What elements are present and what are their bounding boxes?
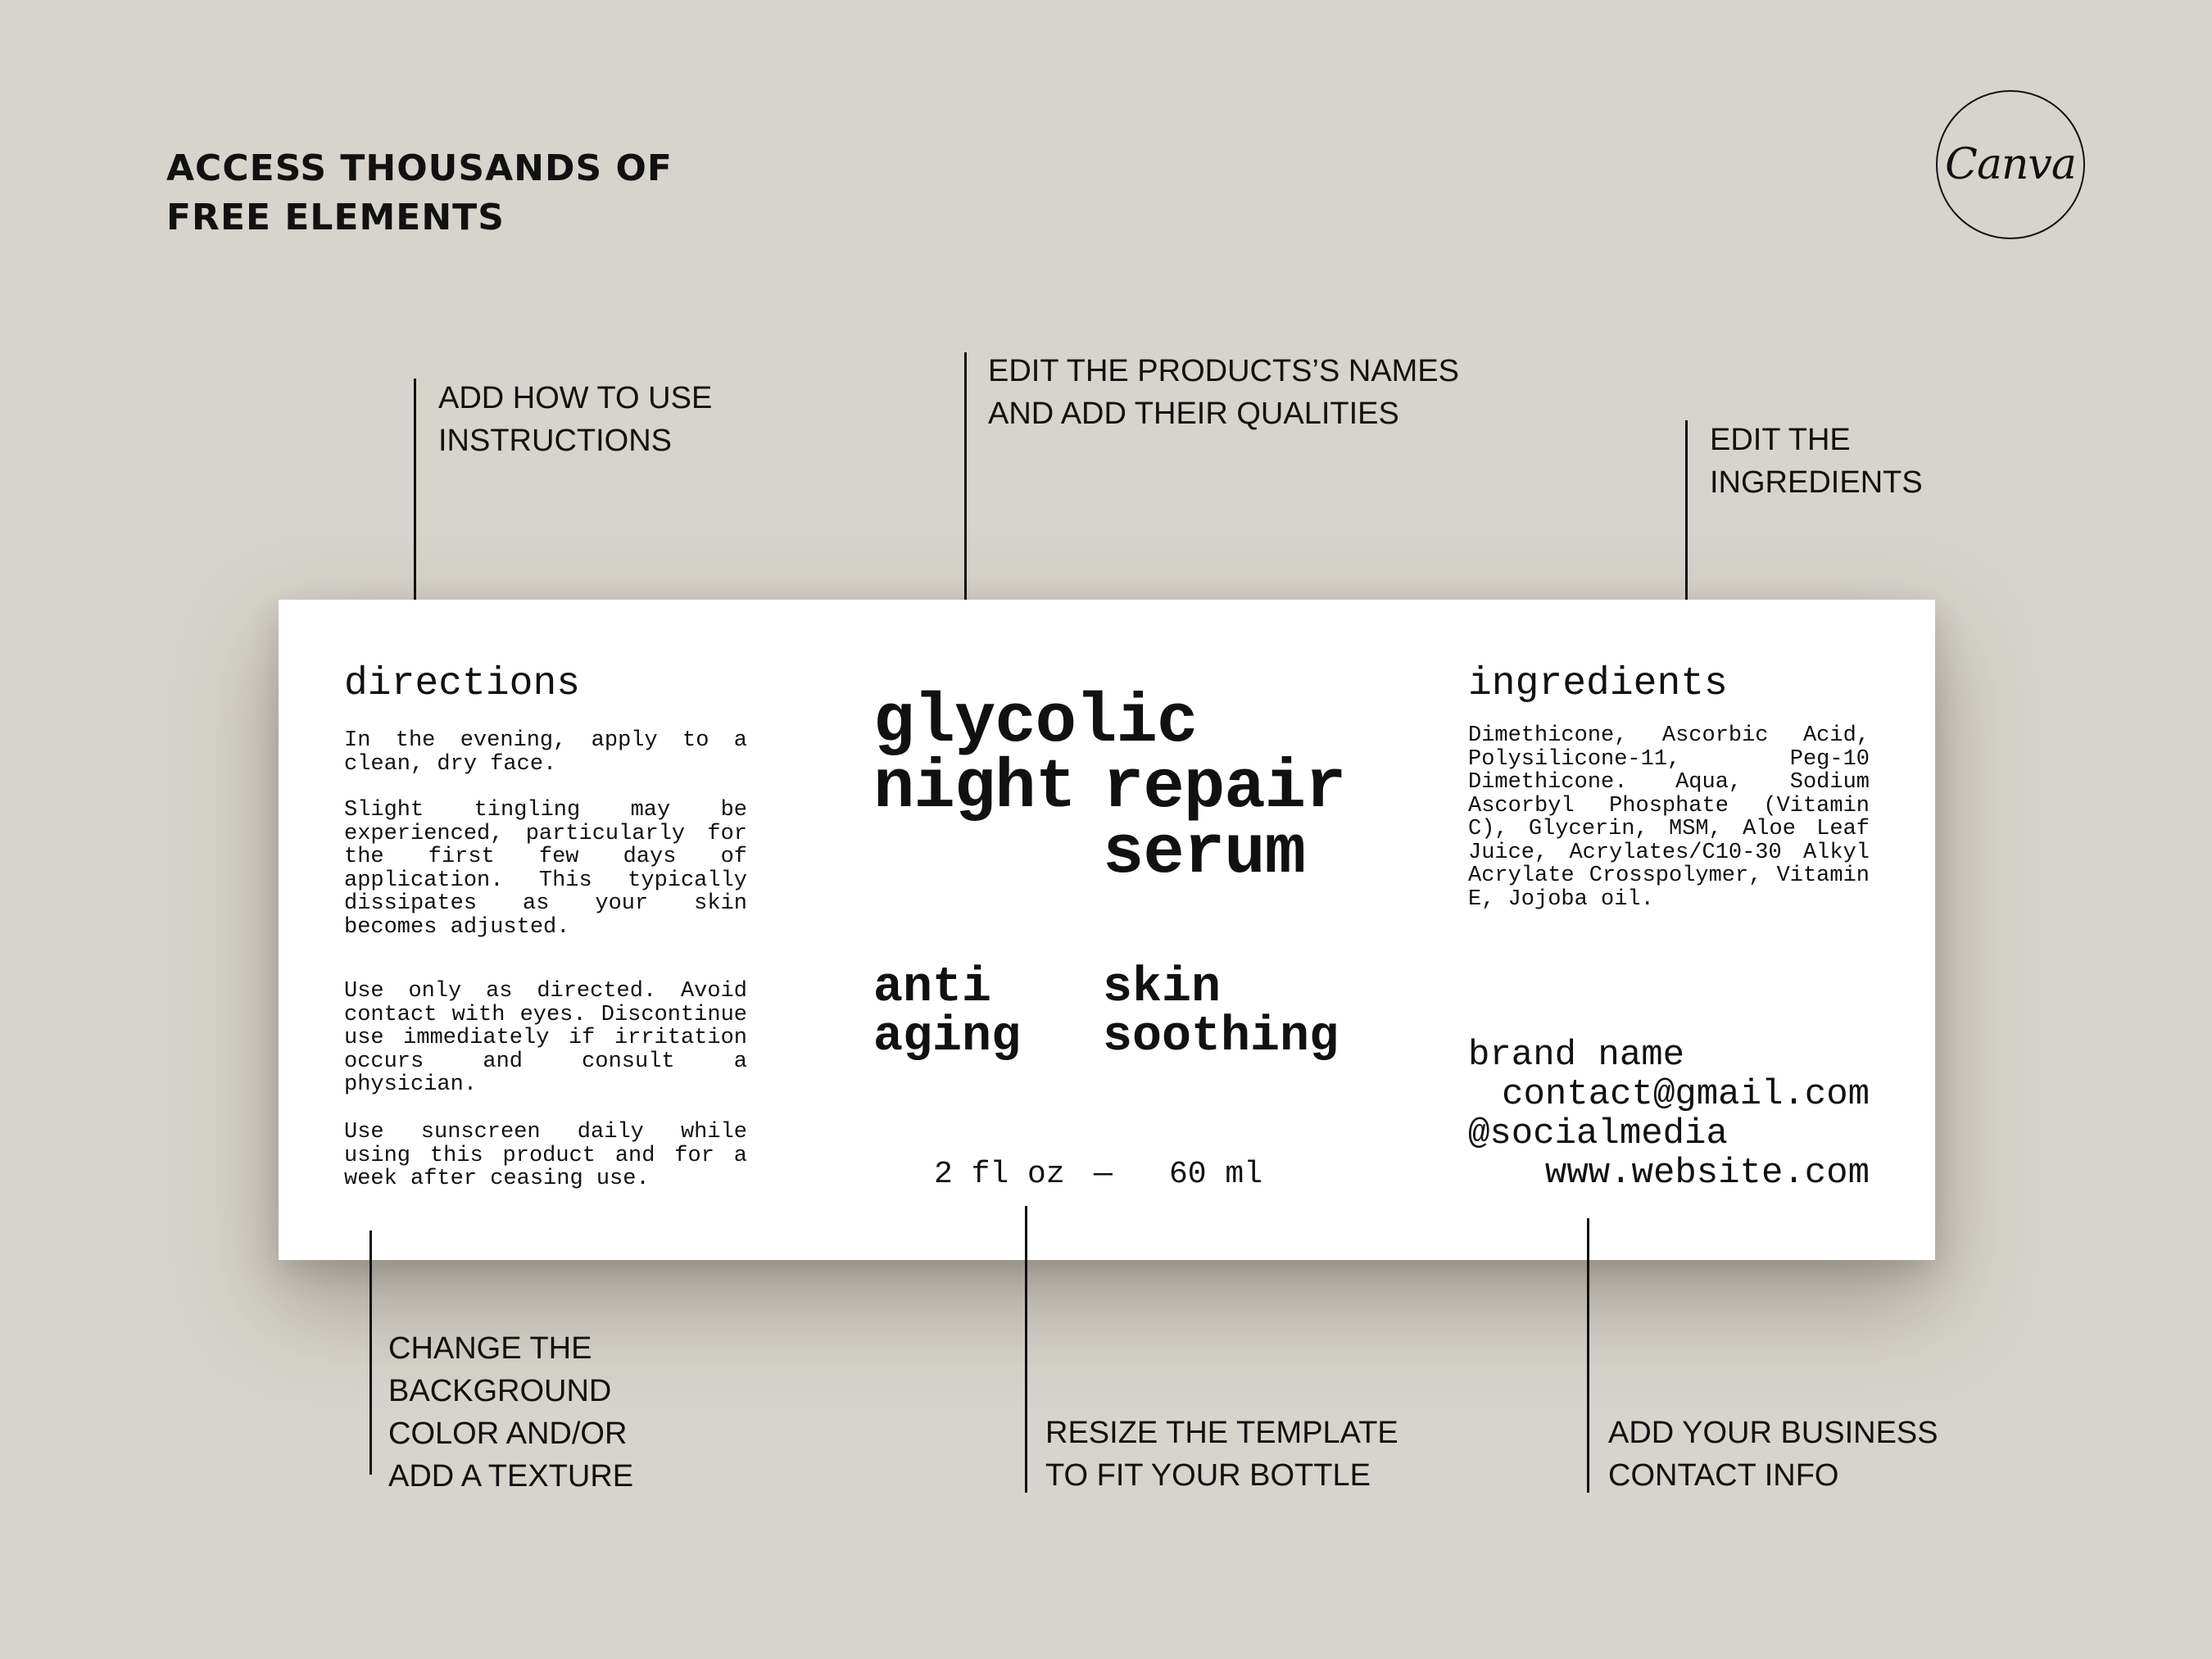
callout-background: CHANGE THE BACKGROUND COLOR AND/OR ADD A TEXTURE [388, 1331, 634, 1494]
contact-website[interactable]: www.website.com [1544, 1153, 1870, 1194]
quality-anti[interactable]: anti [873, 960, 992, 1016]
page-heading [166, 144, 904, 243]
size-oz[interactable]: 2 fl oz [934, 1157, 1065, 1192]
brand-name[interactable]: brand name [1468, 1035, 1685, 1076]
heading-line-1: ACCESS THOUSANDS OF [166, 147, 673, 189]
size-separator: — [1094, 1157, 1113, 1192]
contact-email[interactable]: contact@gmail.com [1502, 1074, 1870, 1115]
callout-line-resize [1025, 1206, 1027, 1493]
directions-paragraph-1[interactable]: In the evening, apply to a clean, dry face. [344, 728, 747, 777]
callout-product-names: EDIT THE PRODUCTS’S NAMES AND ADD THEIR QUALITIES [988, 354, 1460, 431]
quality-skin[interactable]: skin [1103, 960, 1222, 1016]
directions-paragraph-3[interactable]: Use only as directed. Avoid contact with eyes. Discontinue use immediately if irritation occurs and consult a physician. [344, 979, 747, 1097]
quality-aging[interactable]: aging [873, 1009, 1022, 1065]
ingredients-list[interactable]: Dimethicone, Ascorbic Acid, Polysilicone-11, Peg-10 Dimethicone. Aqua, Sodium Ascorbyl Phosphate (Vitamin C), Glycerin, MSM, Aloe Leaf Juice, Acrylates/C10-30 Alkyl Acrylate Crosspolymer, Vitamin E, Jojoba oil. [1468, 723, 1870, 912]
product-name-night[interactable]: night [873, 750, 1077, 827]
size-ml[interactable]: 60 ml [1169, 1157, 1263, 1192]
callout-line-background [369, 1231, 372, 1475]
product-name-repair[interactable]: repair [1103, 750, 1346, 827]
product-label[interactable] [279, 600, 1935, 1260]
ingredients-title[interactable]: ingredients [1468, 662, 1728, 706]
canva-logo [1936, 90, 2085, 239]
contact-social[interactable]: @socialmedia [1468, 1113, 1728, 1154]
directions-paragraph-2[interactable]: Slight tingling may be experienced, particularly for the first few days of application. This typically dissipates as your skin becomes adjusted. [344, 798, 747, 940]
quality-soothing[interactable]: soothing [1103, 1009, 1339, 1065]
callout-resize: RESIZE THE TEMPLATE TO FIT YOUR BOTTLE [1045, 1416, 1398, 1493]
callout-ingredients: EDIT THE INGREDIENTS [1710, 423, 1923, 500]
callout-contact: ADD YOUR BUSINESS CONTACT INFO [1608, 1416, 1938, 1493]
callout-how-to-use: ADD HOW TO USE INSTRUCTIONS [438, 381, 713, 458]
callout-line-contact [1587, 1218, 1589, 1493]
directions-paragraph-4[interactable]: Use sunscreen daily while using this product and for a week after ceasing use. [344, 1120, 747, 1191]
product-name-line-1[interactable]: glycolic [873, 684, 1198, 762]
product-name-serum[interactable]: serum [1103, 815, 1306, 893]
canva-logo-text: Canva [1945, 140, 2076, 189]
directions-title[interactable]: directions [344, 662, 581, 706]
heading-line-2: FREE ELEMENTS [166, 197, 505, 238]
